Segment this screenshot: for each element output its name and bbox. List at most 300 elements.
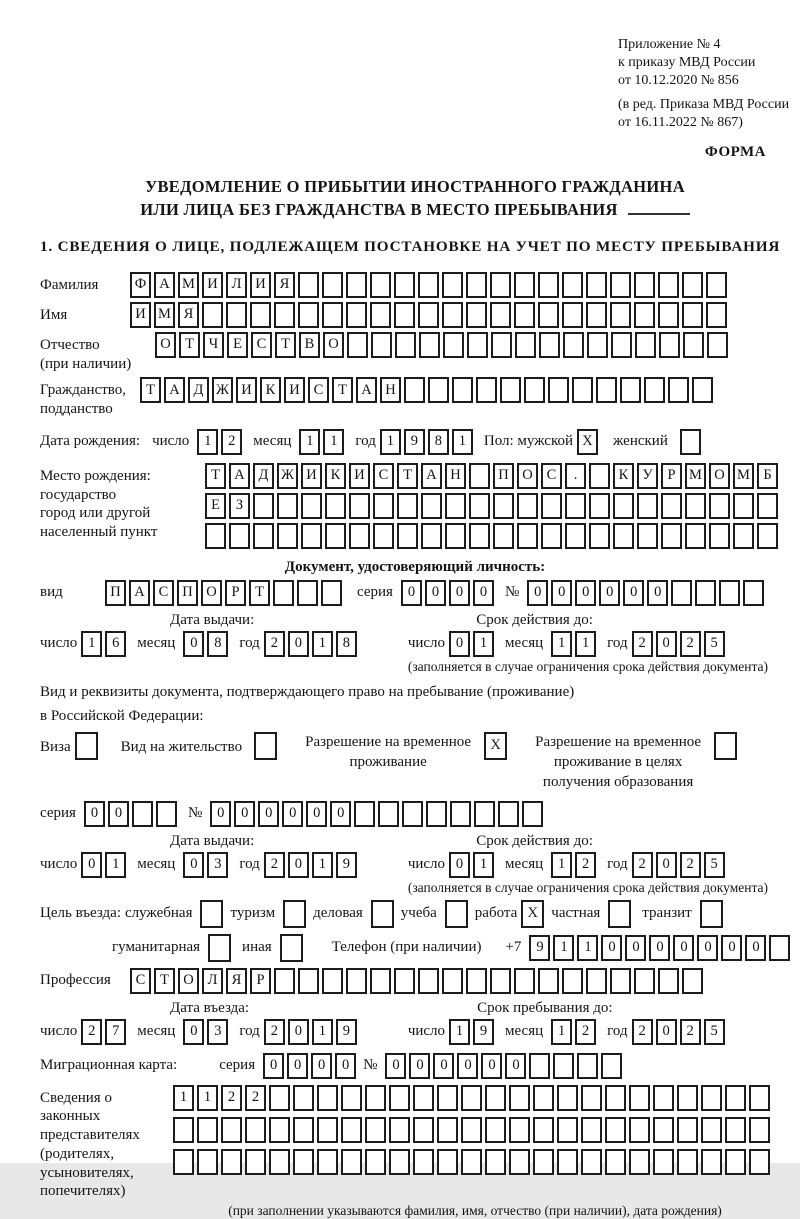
char-box[interactable] bbox=[293, 1149, 314, 1175]
char-box[interactable]: 1 bbox=[312, 1019, 333, 1045]
char-box[interactable]: 2 bbox=[680, 1019, 701, 1045]
char-box[interactable]: О bbox=[709, 463, 730, 489]
char-box[interactable]: Ж bbox=[212, 377, 233, 403]
char-box[interactable]: Ч bbox=[203, 332, 224, 358]
char-box[interactable]: 0 bbox=[449, 852, 470, 878]
char-box[interactable] bbox=[325, 523, 346, 549]
char-box[interactable] bbox=[280, 934, 303, 962]
permit-expiry-month-input[interactable] bbox=[551, 852, 599, 878]
char-box[interactable] bbox=[371, 332, 392, 358]
char-box[interactable] bbox=[524, 377, 545, 403]
char-box[interactable] bbox=[538, 302, 559, 328]
purpose-business-checkbox[interactable] bbox=[371, 900, 397, 928]
char-box[interactable]: 0 bbox=[287, 1053, 308, 1079]
permit-expiry-day-input[interactable] bbox=[449, 852, 497, 878]
temp-permit-checkbox[interactable] bbox=[484, 732, 510, 760]
char-box[interactable] bbox=[637, 523, 658, 549]
char-box[interactable]: П bbox=[105, 580, 126, 606]
char-box[interactable] bbox=[394, 272, 415, 298]
char-box[interactable] bbox=[253, 523, 274, 549]
char-box[interactable]: 2 bbox=[81, 1019, 102, 1045]
char-box[interactable]: 0 bbox=[282, 801, 303, 827]
char-box[interactable] bbox=[365, 1149, 386, 1175]
char-box[interactable] bbox=[490, 968, 511, 994]
char-box[interactable] bbox=[413, 1085, 434, 1111]
char-box[interactable] bbox=[250, 302, 271, 328]
char-box[interactable] bbox=[413, 1149, 434, 1175]
char-box[interactable] bbox=[680, 429, 701, 455]
char-box[interactable] bbox=[629, 1149, 650, 1175]
char-box[interactable]: 0 bbox=[656, 852, 677, 878]
char-box[interactable]: 1 bbox=[473, 631, 494, 657]
char-box[interactable] bbox=[653, 1149, 674, 1175]
char-box[interactable]: 1 bbox=[312, 852, 333, 878]
char-box[interactable]: 0 bbox=[258, 801, 279, 827]
char-box[interactable]: Т bbox=[275, 332, 296, 358]
char-box[interactable]: Т bbox=[332, 377, 353, 403]
char-box[interactable] bbox=[298, 302, 319, 328]
char-box[interactable] bbox=[563, 332, 584, 358]
char-box[interactable]: 0 bbox=[457, 1053, 478, 1079]
char-box[interactable]: 8 bbox=[428, 429, 449, 455]
char-box[interactable] bbox=[714, 732, 737, 760]
char-box[interactable]: 0 bbox=[673, 935, 694, 961]
permit-issue-year-input[interactable] bbox=[264, 852, 360, 878]
char-box[interactable] bbox=[474, 801, 495, 827]
char-box[interactable] bbox=[418, 968, 439, 994]
permit-series-input[interactable] bbox=[84, 801, 180, 827]
char-box[interactable] bbox=[443, 332, 464, 358]
char-box[interactable] bbox=[725, 1149, 746, 1175]
char-box[interactable] bbox=[653, 1117, 674, 1143]
char-box[interactable] bbox=[346, 302, 367, 328]
char-box[interactable]: В bbox=[299, 332, 320, 358]
char-box[interactable] bbox=[682, 272, 703, 298]
char-box[interactable]: К bbox=[325, 463, 346, 489]
birth-place-input-row3[interactable] bbox=[205, 523, 781, 549]
char-box[interactable] bbox=[677, 1117, 698, 1143]
char-box[interactable] bbox=[389, 1149, 410, 1175]
char-box[interactable] bbox=[581, 1085, 602, 1111]
representatives-input-row1[interactable] bbox=[173, 1085, 773, 1111]
doc-issue-day-input[interactable] bbox=[81, 631, 129, 657]
char-box[interactable]: 0 bbox=[425, 580, 446, 606]
phone-input[interactable] bbox=[529, 935, 793, 961]
char-box[interactable]: 2 bbox=[221, 1085, 242, 1111]
char-box[interactable] bbox=[469, 463, 490, 489]
char-box[interactable] bbox=[269, 1085, 290, 1111]
char-box[interactable] bbox=[692, 377, 713, 403]
char-box[interactable]: 5 bbox=[704, 631, 725, 657]
char-box[interactable] bbox=[394, 302, 415, 328]
char-box[interactable]: 0 bbox=[647, 580, 668, 606]
char-box[interactable] bbox=[466, 272, 487, 298]
char-box[interactable]: 0 bbox=[210, 801, 231, 827]
char-box[interactable]: О bbox=[323, 332, 344, 358]
char-box[interactable]: К bbox=[613, 463, 634, 489]
char-box[interactable]: 8 bbox=[336, 631, 357, 657]
char-box[interactable] bbox=[221, 1149, 242, 1175]
char-box[interactable] bbox=[538, 968, 559, 994]
char-box[interactable] bbox=[317, 1085, 338, 1111]
char-box[interactable]: 0 bbox=[288, 631, 309, 657]
char-box[interactable] bbox=[605, 1085, 626, 1111]
char-box[interactable] bbox=[661, 493, 682, 519]
char-box[interactable]: Р bbox=[250, 968, 271, 994]
char-box[interactable] bbox=[402, 801, 423, 827]
char-box[interactable] bbox=[685, 493, 706, 519]
birth-month-input[interactable] bbox=[299, 429, 347, 455]
char-box[interactable]: 1 bbox=[452, 429, 473, 455]
char-box[interactable] bbox=[577, 1053, 598, 1079]
char-box[interactable] bbox=[253, 493, 274, 519]
char-box[interactable]: 0 bbox=[649, 935, 670, 961]
char-box[interactable] bbox=[293, 1085, 314, 1111]
char-box[interactable]: 0 bbox=[330, 801, 351, 827]
doc-issue-year-input[interactable] bbox=[264, 631, 360, 657]
char-box[interactable] bbox=[298, 968, 319, 994]
char-box[interactable]: О bbox=[155, 332, 176, 358]
char-box[interactable] bbox=[586, 968, 607, 994]
char-box[interactable]: 9 bbox=[404, 429, 425, 455]
char-box[interactable] bbox=[596, 377, 617, 403]
char-box[interactable] bbox=[719, 580, 740, 606]
char-box[interactable] bbox=[725, 1117, 746, 1143]
char-box[interactable] bbox=[269, 1149, 290, 1175]
char-box[interactable] bbox=[395, 332, 416, 358]
char-box[interactable] bbox=[173, 1149, 194, 1175]
char-box[interactable] bbox=[671, 580, 692, 606]
doc-expiry-month-input[interactable] bbox=[551, 631, 599, 657]
char-box[interactable] bbox=[461, 1117, 482, 1143]
char-box[interactable] bbox=[661, 523, 682, 549]
char-box[interactable] bbox=[418, 272, 439, 298]
char-box[interactable] bbox=[493, 493, 514, 519]
char-box[interactable] bbox=[205, 523, 226, 549]
char-box[interactable]: 0 bbox=[527, 580, 548, 606]
char-box[interactable] bbox=[442, 968, 463, 994]
char-box[interactable] bbox=[757, 493, 778, 519]
char-box[interactable] bbox=[485, 1085, 506, 1111]
char-box[interactable] bbox=[421, 523, 442, 549]
char-box[interactable]: С bbox=[541, 463, 562, 489]
char-box[interactable] bbox=[565, 493, 586, 519]
char-box[interactable]: 2 bbox=[221, 429, 242, 455]
char-box[interactable] bbox=[517, 493, 538, 519]
char-box[interactable]: 0 bbox=[433, 1053, 454, 1079]
char-box[interactable] bbox=[349, 523, 370, 549]
sex-female-checkbox[interactable] bbox=[680, 429, 704, 455]
char-box[interactable] bbox=[634, 968, 655, 994]
char-box[interactable] bbox=[317, 1117, 338, 1143]
char-box[interactable]: Н bbox=[380, 377, 401, 403]
char-box[interactable]: 2 bbox=[264, 1019, 285, 1045]
char-box[interactable] bbox=[466, 968, 487, 994]
representatives-input-row2[interactable] bbox=[173, 1117, 773, 1143]
char-box[interactable]: X bbox=[484, 732, 507, 760]
char-box[interactable]: Т bbox=[205, 463, 226, 489]
char-box[interactable]: Т bbox=[179, 332, 200, 358]
char-box[interactable] bbox=[635, 332, 656, 358]
char-box[interactable]: Т bbox=[249, 580, 270, 606]
char-box[interactable] bbox=[587, 332, 608, 358]
char-box[interactable] bbox=[581, 1149, 602, 1175]
char-box[interactable]: 0 bbox=[656, 631, 677, 657]
char-box[interactable] bbox=[610, 302, 631, 328]
char-box[interactable] bbox=[173, 1117, 194, 1143]
sex-male-checkbox[interactable] bbox=[577, 429, 601, 455]
char-box[interactable]: X bbox=[521, 900, 544, 928]
char-box[interactable] bbox=[605, 1149, 626, 1175]
char-box[interactable] bbox=[322, 272, 343, 298]
char-box[interactable] bbox=[132, 801, 153, 827]
char-box[interactable] bbox=[557, 1085, 578, 1111]
char-box[interactable] bbox=[610, 272, 631, 298]
char-box[interactable] bbox=[658, 968, 679, 994]
char-box[interactable] bbox=[476, 377, 497, 403]
char-box[interactable]: 1 bbox=[575, 631, 596, 657]
char-box[interactable]: 0 bbox=[625, 935, 646, 961]
char-box[interactable]: 0 bbox=[81, 852, 102, 878]
representatives-input-row3[interactable] bbox=[173, 1149, 773, 1175]
char-box[interactable]: 2 bbox=[632, 631, 653, 657]
char-box[interactable]: А bbox=[164, 377, 185, 403]
char-box[interactable] bbox=[709, 493, 730, 519]
char-box[interactable] bbox=[653, 1085, 674, 1111]
char-box[interactable]: 3 bbox=[207, 1019, 228, 1045]
char-box[interactable] bbox=[613, 493, 634, 519]
char-box[interactable] bbox=[620, 377, 641, 403]
char-box[interactable]: 1 bbox=[81, 631, 102, 657]
char-box[interactable] bbox=[509, 1085, 530, 1111]
char-box[interactable] bbox=[685, 523, 706, 549]
char-box[interactable] bbox=[298, 272, 319, 298]
char-box[interactable]: О bbox=[517, 463, 538, 489]
char-box[interactable]: 0 bbox=[623, 580, 644, 606]
char-box[interactable] bbox=[749, 1149, 770, 1175]
char-box[interactable]: С bbox=[251, 332, 272, 358]
char-box[interactable]: М bbox=[154, 302, 175, 328]
char-box[interactable] bbox=[301, 493, 322, 519]
char-box[interactable] bbox=[354, 801, 375, 827]
char-box[interactable] bbox=[452, 377, 473, 403]
char-box[interactable] bbox=[445, 493, 466, 519]
char-box[interactable] bbox=[541, 493, 562, 519]
char-box[interactable]: И bbox=[202, 272, 223, 298]
char-box[interactable]: С bbox=[153, 580, 174, 606]
char-box[interactable] bbox=[485, 1117, 506, 1143]
char-box[interactable] bbox=[659, 332, 680, 358]
char-box[interactable]: 0 bbox=[84, 801, 105, 827]
char-box[interactable] bbox=[493, 523, 514, 549]
birth-place-input-row1[interactable] bbox=[205, 463, 781, 489]
profession-input[interactable] bbox=[130, 968, 706, 994]
char-box[interactable] bbox=[394, 968, 415, 994]
stay-year-input[interactable] bbox=[632, 1019, 728, 1045]
char-box[interactable]: 0 bbox=[505, 1053, 526, 1079]
purpose-tourism-checkbox[interactable] bbox=[283, 900, 309, 928]
char-box[interactable] bbox=[629, 1117, 650, 1143]
char-box[interactable] bbox=[200, 900, 223, 928]
char-box[interactable]: 6 bbox=[105, 631, 126, 657]
char-box[interactable]: 0 bbox=[263, 1053, 284, 1079]
char-box[interactable] bbox=[490, 302, 511, 328]
char-box[interactable]: Я bbox=[274, 272, 295, 298]
char-box[interactable] bbox=[757, 523, 778, 549]
patronymic-input[interactable] bbox=[155, 332, 731, 358]
char-box[interactable] bbox=[498, 801, 519, 827]
char-box[interactable] bbox=[500, 377, 521, 403]
char-box[interactable]: 1 bbox=[323, 429, 344, 455]
char-box[interactable] bbox=[370, 968, 391, 994]
char-box[interactable] bbox=[269, 1117, 290, 1143]
char-box[interactable]: И bbox=[349, 463, 370, 489]
char-box[interactable]: 2 bbox=[245, 1085, 266, 1111]
char-box[interactable]: 0 bbox=[449, 631, 470, 657]
char-box[interactable]: 1 bbox=[551, 631, 572, 657]
char-box[interactable]: 0 bbox=[335, 1053, 356, 1079]
char-box[interactable] bbox=[461, 1149, 482, 1175]
char-box[interactable] bbox=[442, 272, 463, 298]
char-box[interactable] bbox=[539, 332, 560, 358]
char-box[interactable] bbox=[725, 1085, 746, 1111]
char-box[interactable]: 1 bbox=[380, 429, 401, 455]
char-box[interactable]: 7 bbox=[105, 1019, 126, 1045]
char-box[interactable] bbox=[509, 1149, 530, 1175]
char-box[interactable] bbox=[277, 523, 298, 549]
birth-year-input[interactable] bbox=[380, 429, 476, 455]
char-box[interactable]: 1 bbox=[473, 852, 494, 878]
surname-input[interactable] bbox=[130, 272, 730, 298]
char-box[interactable]: . bbox=[565, 463, 586, 489]
char-box[interactable]: И bbox=[284, 377, 305, 403]
char-box[interactable] bbox=[301, 523, 322, 549]
char-box[interactable] bbox=[538, 272, 559, 298]
char-box[interactable]: 0 bbox=[183, 1019, 204, 1045]
char-box[interactable] bbox=[426, 801, 447, 827]
char-box[interactable] bbox=[608, 900, 631, 928]
char-box[interactable] bbox=[695, 580, 716, 606]
char-box[interactable]: 0 bbox=[311, 1053, 332, 1079]
doc-expiry-day-input[interactable] bbox=[449, 631, 497, 657]
char-box[interactable]: А bbox=[154, 272, 175, 298]
char-box[interactable] bbox=[514, 302, 535, 328]
entry-day-input[interactable] bbox=[81, 1019, 129, 1045]
char-box[interactable] bbox=[769, 935, 790, 961]
char-box[interactable]: А bbox=[356, 377, 377, 403]
char-box[interactable] bbox=[371, 900, 394, 928]
char-box[interactable] bbox=[419, 332, 440, 358]
char-box[interactable]: 0 bbox=[288, 1019, 309, 1045]
char-box[interactable] bbox=[437, 1149, 458, 1175]
char-box[interactable]: 0 bbox=[601, 935, 622, 961]
char-box[interactable] bbox=[322, 968, 343, 994]
char-box[interactable] bbox=[370, 272, 391, 298]
char-box[interactable]: Ф bbox=[130, 272, 151, 298]
char-box[interactable]: 2 bbox=[264, 852, 285, 878]
permit-number-input[interactable] bbox=[210, 801, 546, 827]
char-box[interactable] bbox=[553, 1053, 574, 1079]
char-box[interactable]: 8 bbox=[207, 631, 228, 657]
char-box[interactable] bbox=[557, 1117, 578, 1143]
char-box[interactable] bbox=[514, 968, 535, 994]
char-box[interactable] bbox=[274, 968, 295, 994]
char-box[interactable] bbox=[707, 332, 728, 358]
doc-number-input[interactable] bbox=[527, 580, 767, 606]
char-box[interactable] bbox=[197, 1149, 218, 1175]
char-box[interactable] bbox=[450, 801, 471, 827]
char-box[interactable] bbox=[683, 332, 704, 358]
char-box[interactable] bbox=[397, 523, 418, 549]
char-box[interactable] bbox=[389, 1117, 410, 1143]
purpose-study-checkbox[interactable] bbox=[445, 900, 471, 928]
char-box[interactable]: X bbox=[577, 429, 598, 455]
char-box[interactable] bbox=[541, 523, 562, 549]
char-box[interactable] bbox=[245, 1117, 266, 1143]
char-box[interactable]: С bbox=[373, 463, 394, 489]
char-box[interactable] bbox=[467, 332, 488, 358]
char-box[interactable]: 1 bbox=[449, 1019, 470, 1045]
char-box[interactable] bbox=[749, 1117, 770, 1143]
char-box[interactable] bbox=[428, 377, 449, 403]
char-box[interactable] bbox=[341, 1149, 362, 1175]
char-box[interactable] bbox=[514, 272, 535, 298]
char-box[interactable] bbox=[658, 302, 679, 328]
char-box[interactable]: А bbox=[129, 580, 150, 606]
char-box[interactable]: 2 bbox=[632, 1019, 653, 1045]
char-box[interactable] bbox=[321, 580, 342, 606]
char-box[interactable] bbox=[548, 377, 569, 403]
char-box[interactable]: 1 bbox=[173, 1085, 194, 1111]
char-box[interactable] bbox=[589, 493, 610, 519]
char-box[interactable]: Т bbox=[397, 463, 418, 489]
char-box[interactable] bbox=[445, 900, 468, 928]
char-box[interactable] bbox=[469, 493, 490, 519]
char-box[interactable] bbox=[668, 377, 689, 403]
birth-day-input[interactable] bbox=[197, 429, 245, 455]
char-box[interactable]: П bbox=[177, 580, 198, 606]
char-box[interactable]: 1 bbox=[577, 935, 598, 961]
char-box[interactable]: 9 bbox=[336, 852, 357, 878]
char-box[interactable] bbox=[347, 332, 368, 358]
char-box[interactable] bbox=[485, 1149, 506, 1175]
char-box[interactable] bbox=[277, 493, 298, 519]
char-box[interactable] bbox=[413, 1117, 434, 1143]
purpose-official-checkbox[interactable] bbox=[200, 900, 226, 928]
char-box[interactable]: 2 bbox=[680, 852, 701, 878]
char-box[interactable] bbox=[365, 1085, 386, 1111]
char-box[interactable] bbox=[682, 302, 703, 328]
char-box[interactable] bbox=[254, 732, 277, 760]
char-box[interactable] bbox=[529, 1053, 550, 1079]
char-box[interactable]: 0 bbox=[288, 852, 309, 878]
char-box[interactable] bbox=[341, 1117, 362, 1143]
char-box[interactable] bbox=[533, 1117, 554, 1143]
char-box[interactable]: 9 bbox=[529, 935, 550, 961]
char-box[interactable] bbox=[283, 900, 306, 928]
char-box[interactable]: 2 bbox=[575, 1019, 596, 1045]
char-box[interactable] bbox=[517, 523, 538, 549]
char-box[interactable] bbox=[572, 377, 593, 403]
char-box[interactable] bbox=[445, 523, 466, 549]
char-box[interactable]: Н bbox=[445, 463, 466, 489]
char-box[interactable]: 9 bbox=[336, 1019, 357, 1045]
stay-day-input[interactable] bbox=[449, 1019, 497, 1045]
doc-issue-month-input[interactable] bbox=[183, 631, 231, 657]
char-box[interactable]: 0 bbox=[551, 580, 572, 606]
char-box[interactable] bbox=[589, 463, 610, 489]
purpose-private-checkbox[interactable] bbox=[608, 900, 634, 928]
